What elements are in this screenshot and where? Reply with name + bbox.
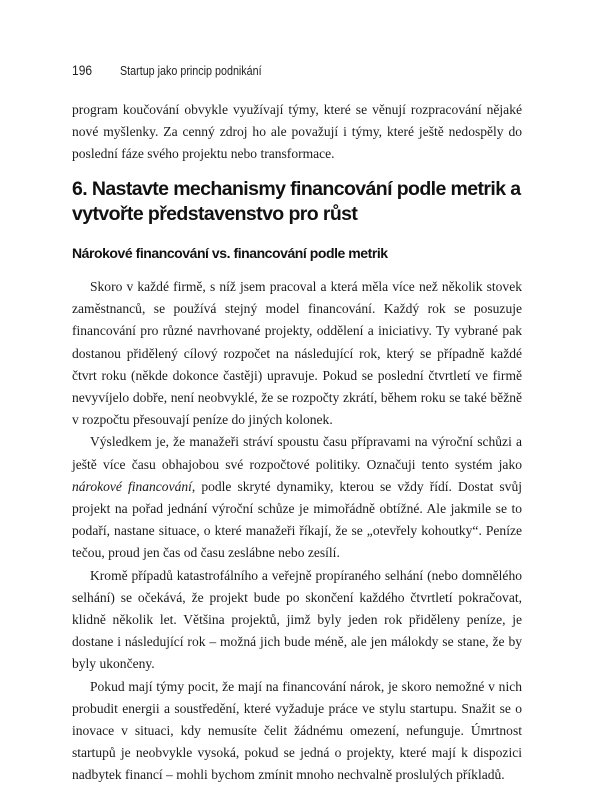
page-number: 196	[72, 62, 93, 78]
paragraph-2-end: , podle skryté dynamiky, kterou se vždy řídí. Dostat svůj projekt na pořad jednání výroční schůze je mimořádně obtížné. Ale jakmile se to podaří, nastane situace, o které manažeři říkají, že se „otevřely kohoutky“. Peníze tečou, proud jen čas od času zeslábne nebo zesílí.	[72, 478, 522, 561]
section-heading: 6. Nastavte mechanismy financování podle metrik a vytvořte představenstvo pro růst	[72, 178, 521, 225]
section-body	[72, 276, 522, 787]
paragraph-1: Skoro v každé firmě, s níž jsem pracoval a která měla více než několik stovek zaměstnanců, se používá stejný model financování. Každý rok se posuzuje financování pro různé navrhované projekty, oddělení a iniciativy. Ty vybrané pak dostanou přidělený cílový rozpočet na následující rok, který se případně každé čtvrt roku (někde dokonce častěji) upravuje. Pokud se poslední čtvrtletí ve firmě nevyvíjelo dobře, není neobvyklé, že se rozpočty zkrátí, během roku se také běžně v rozpočtu přesouvají peníze do jiných kolonek.	[72, 279, 522, 428]
paragraph-4: Pokud mají týmy pocit, že mají na financování nárok, je skoro nemožné v nich probudit energii a soustředění, které vyžaduje práce ve stylu startupu. Snažit se o inovace v situaci, kdy nemusíte čelit žádnému omezení, nefunguje. Úmrtnost startupů je neobvykle vysoká, pokud se jedná o projekty, které mají k dispozici nadbytek financí – mohli bychom zmínit mnoho nechvalně proslulých příkladů.	[72, 678, 522, 783]
intro-block	[72, 99, 522, 166]
running-header	[72, 62, 522, 82]
paragraph-2-start: Výsledkem je, že manažeři stráví spoustu času přípravami na výroční schůzi a ještě více času obhajobou své rozpočtové politiky. Označuji tento systém jako	[72, 434, 522, 472]
paragraph-3: Kromě případů katastrofálního a veřejně propíraného selhání (nebo domnělého selhání) se očekává, že projekt bude po skončení každého čtvrtletí pokračovat, klidně několik let. Většina projektů, jimž byly jeden rok přiděleny peníze, je dostane i následující rok – možná jich bude méně, ale jen málokdy se stane, že by byly ukončeny.	[72, 567, 522, 672]
paragraph-2-emphasis: nárokové financování	[72, 478, 192, 494]
running-title: Startup jako princip podnikání	[120, 64, 262, 78]
subsection-heading: Nárokové financování vs. financování podle metrik	[72, 245, 388, 261]
intro-paragraph: program koučování obvykle využívají týmy, které se věnují rozpracování nějaké nové myšlenky. Za cenný zdroj ho ale považují i týmy, které ještě nedospěly do poslední fáze svého projektu nebo transformace.	[72, 102, 522, 162]
paragraph-2	[72, 431, 522, 564]
